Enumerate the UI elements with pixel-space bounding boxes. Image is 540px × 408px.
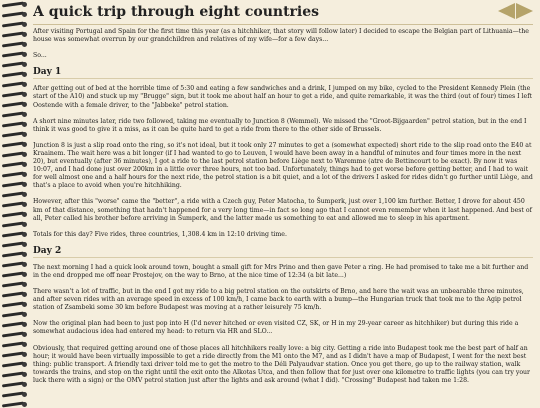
spiral-ring (2, 312, 28, 318)
spiral-ring (2, 332, 28, 338)
spiral-ring (2, 282, 28, 288)
spiral-ring (2, 102, 28, 108)
spiral-ring (2, 262, 28, 268)
spiral-ring (2, 142, 28, 148)
day2-heading: Day 2 (33, 247, 533, 258)
page-title: A quick trip through eight countries (33, 4, 320, 20)
spiral-ring (2, 112, 28, 118)
spiral-ring (2, 232, 28, 238)
so-paragraph: So... (33, 52, 47, 60)
spiral-ring (2, 82, 28, 88)
spiral-ring (2, 352, 28, 358)
intro-paragraph: After visiting Portugal and Spain for the first time this year (as a hitchhiker, that story will follow later) I decided to escape the Belgian part of Lithuania—the house was somewhat overrun by our grandchildren and relatives of my wife—for a few days... (33, 28, 529, 44)
spiral-ring (2, 292, 28, 298)
spiral-ring (2, 172, 28, 178)
spiral-ring (2, 2, 28, 8)
day1-paragraph-4: However, after this "worse" came the "better", a ride with a Czech guy, Peter Matocha, to Šumperk, just over 1,100 km further. Better, I drove for about 450 km of that distance, something that hadn't happened for a very long time—in fact so long ago that I cannot even remember when it last happened. And best of all, Peter called his brother before arriving in Šumperk, and the latter made us something to eat and allowed me to sleep in his apartment. (33, 198, 532, 222)
page-navigation (498, 3, 533, 19)
spiral-ring (2, 52, 28, 58)
right-arrow-icon[interactable] (516, 3, 533, 19)
spiral-ring (2, 202, 28, 208)
day1-paragraph-3: Junction 8 is just a slip road onto the ring, so it's not ideal, but it took only 27 minutes to get a (somewhat expected) short ride to the slip road onto the E40 at Kraainem. The wait here was a bit longer (if I had wanted to go to Leuven, I would have been away in a handful of minutes and four times more in the next 20), but eventually (after 36 minutes), I got a ride to the last petrol station before Liège next to Waremme (atre de Bettincourt to be exact). By now it was 10:07, and I had done just over 200km in a little over three hours, not too bad. Unfortunately, things had to get worse before getting better, and I had to wait for well almost one and a half hours for the next ride, the petrol station is a bit quiet, and a lot of the drivers I asked for rides didn't go further until Liège, and that's a place to avoid when you're hitchhiking. (33, 141, 533, 190)
day2-paragraph-2: There wasn't a lot of traffic, but in the end I got my ride to a big petrol station on the outskirts of Brno, and here the wait was an unbearable three minutes, and after seven rides with an average speed in excess of 100 km/h, I came back to earth with a bump—the Hungarian truck that took me to the Agip petrol station of Zsambeki some 30 km before Budapest was moving at a rather leisurely 75 km/h. (33, 288, 524, 312)
spiral-ring (2, 32, 28, 38)
spiral-ring (2, 162, 28, 168)
spiral-ring (2, 12, 28, 18)
spiral-ring (2, 372, 28, 378)
day2-paragraph-4: Obviously, that required getting around one of those places all hitchhikers really love: a big city. Getting a ride into Budapest took me the best part of half an hour; it would have been virtually impossible to get a ride directly from the M1 onto the M7, and as I didn't have a map of Budapest, I went for the next best thing: public transport. A friendly taxi driver told me to get the metro to the Déli Palyaudvar station. Once you get there, go up to the railway station, walk towards the trains, and stop on the right until the exit onto the Alkotas Utca, and then follow that for just over one kilometre to traffic lights (you can try your luck there with a sign) or the OMV petrol station just after the lights and ask around (what I did). "Crossing" Budapest had taken me 1:28. (33, 344, 531, 384)
day2-paragraph-1: The next morning I had a quick look around town, bought a small gift for Mrs Prino and then gave Peter a ring. He had promised to take me a bit further and in the end dropped me off near Prostejov, on the way to Brno, at the nice time of 12:34 (a bit late...) (33, 263, 529, 279)
spiral-ring (2, 72, 28, 78)
day2-paragraph-3: Now the original plan had been to just pop into H (I'd never hitched or even visited CZ, SK, or H in my 29-year career as hitchhiker) but during this ride a somewhat audacious idea had entered my head: to return via HR and SLO... (33, 320, 519, 336)
spiral-ring (2, 272, 28, 278)
spiral-ring (2, 132, 28, 138)
spiral-ring (2, 222, 28, 228)
title-divider (33, 24, 533, 25)
day1-heading: Day 1 (33, 68, 533, 79)
article-content (33, 28, 533, 393)
spiral-ring (2, 182, 28, 188)
spiral-ring (2, 122, 28, 128)
spiral-ring (2, 362, 28, 368)
spiral-ring (2, 252, 28, 258)
spiral-ring (2, 302, 28, 308)
spiral-ring (2, 62, 28, 68)
spiral-ring (2, 382, 28, 388)
spiral-ring (2, 42, 28, 48)
spiral-ring (2, 242, 28, 248)
page (33, 0, 533, 405)
spiral-ring (2, 192, 28, 198)
spiral-ring (2, 152, 28, 158)
spiral-ring (2, 22, 28, 28)
left-arrow-icon[interactable] (498, 3, 515, 19)
day1-paragraph-2: A short nine minutes later, ride two followed, taking me eventually to Junction 8 (Wemmel). We missed the "Groot-Bijgaarden" petrol station, but in the end I think it was good to give it a miss, as it can be quite hard to get a ride from there to the other side of Brussels. (33, 117, 527, 133)
spiral-ring (2, 212, 28, 218)
spiral-ring (2, 392, 28, 398)
spiral-ring (2, 402, 28, 408)
spiral-ring (2, 342, 28, 348)
spiral-ring (2, 92, 28, 98)
spiral-binding (0, 0, 30, 405)
spiral-ring (2, 322, 28, 328)
day1-totals: Totals for this day? Five rides, three countries, 1,308.4 km in 12:10 driving time. (33, 230, 287, 238)
day1-paragraph-1: After getting out of bed at the horrible time of 5:30 and eating a few sandwiches and a drink, I jumped on my bike, cycled to the President Kennedy Plein (the start of the A10) and stuck up my "Brugge" sign, but it took me about half an hour to get a ride, and quite remarkable, it was the third (out of four) times I left Oostende with a female driver, to the "Jabbeke" petrol station. (33, 85, 532, 109)
